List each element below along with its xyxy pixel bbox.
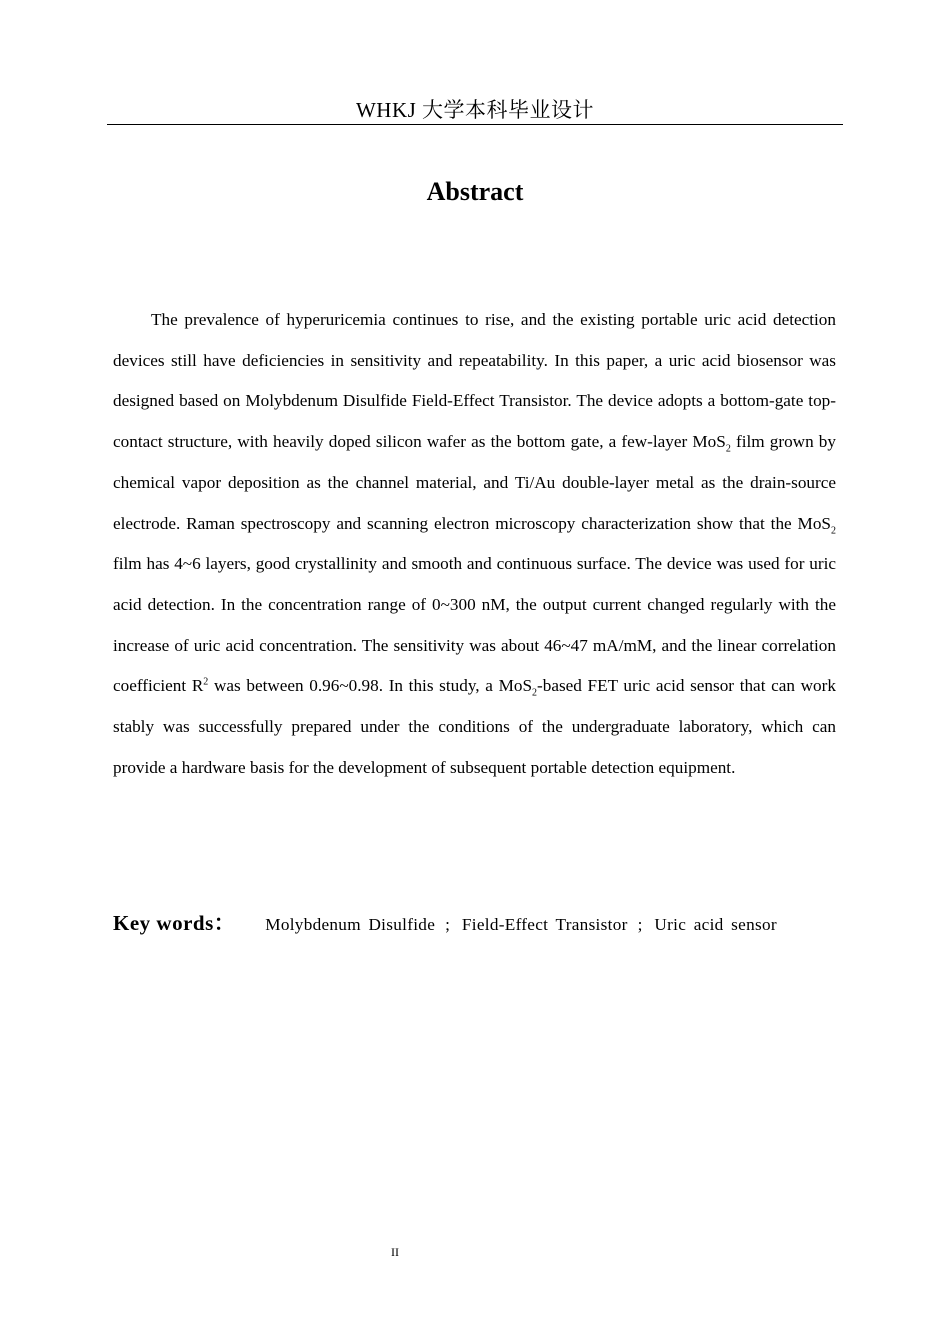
abstract-text-part-5: -based FET uric acid sensor that can work stably was successfully prepared under the conditions of the undergraduate laboratory, which can provide a hardware basis for the development of subsequent portable detection equipment. xyxy=(113,676,836,777)
running-header: WHKJ 大学本科毕业设计 xyxy=(355,98,595,122)
subscript-2: 2 xyxy=(532,687,537,699)
keyword-separator: ; xyxy=(637,915,643,934)
page-number: II xyxy=(391,1245,399,1259)
subscript-2: 2 xyxy=(725,443,731,455)
abstract-text-part-1: The prevalence of hyperuricemia continues to rise, and the existing portable uric acid detection devices still have deficiencies in sensitivity and repeatability. In this paper, a uric acid biosensor was designed based on Molybdenum Disulfide Field-Effect Transistor. The device adopts a bottom-gate top-contact structure, with heavily doped silicon wafer as the bottom gate, a few-layer MoS xyxy=(113,310,836,452)
keyword-item: Field-Effect Transistor xyxy=(461,915,628,934)
subscript-2: 2 xyxy=(831,524,836,536)
abstract-text-part-3: film has 4~6 layers, good crystallinity and smooth and continuous surface. The device was used for uric acid detection. In the concentration range of 0~300 nM, the output current changed regularly with the increase of uric acid concentration. The sensitivity was about 46~47 mA/mM, and the linear correlation coefficient R xyxy=(113,554,836,696)
abstract-paragraph xyxy=(113,300,836,788)
keyword-item: Molybdenum Disulfide xyxy=(265,915,436,934)
keywords-label: Key words： xyxy=(113,911,236,935)
keyword-separator: ; xyxy=(445,915,450,934)
superscript-2: 2 xyxy=(203,676,209,688)
abstract-text-part-4: was between 0.96~0.98. In this study, a MoS xyxy=(208,676,532,696)
keywords-line xyxy=(113,907,843,947)
header-divider xyxy=(107,124,843,125)
abstract-text-part-2: film grown by chemical vapor deposition as the channel material, and Ti/Au double-layer metal as the drain-source electrode. Raman spectroscopy and scanning electron microscopy characterization show that the MoS xyxy=(113,432,836,533)
page-title: Abstract xyxy=(426,177,524,206)
keyword-item: Uric acid sensor xyxy=(654,915,777,934)
keywords-list xyxy=(265,915,777,935)
